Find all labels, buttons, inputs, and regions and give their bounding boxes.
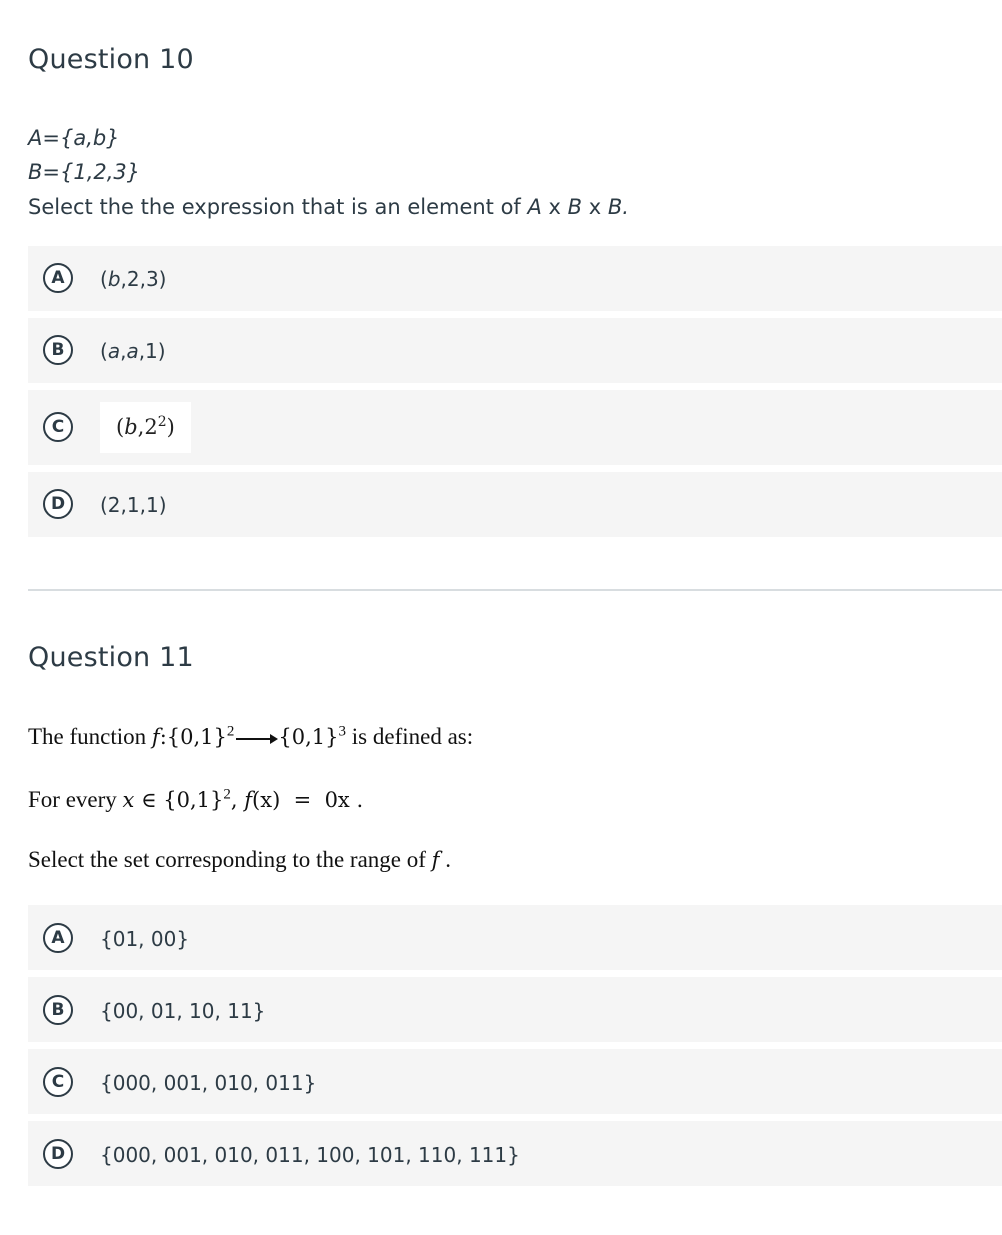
question-11-prompt [28,847,451,873]
option-var: a [126,339,139,363]
option-text: (2,1,1) [100,493,167,517]
codomain-set: {0,1} [278,725,339,749]
option-letter-badge: C [43,412,73,442]
q10-option-d[interactable] [28,472,1002,537]
question-divider [28,589,1002,591]
option-text: {000, 001, 010, 011, 100, 101, 110, 111} [100,1143,520,1167]
option-text: {01, 00} [100,927,190,951]
q11-option-b[interactable] [28,977,1002,1042]
q11-option-a[interactable] [28,905,1002,970]
q10-option-c[interactable] [28,390,1002,465]
arrow-icon [236,738,276,740]
rule-text: For every [28,787,123,812]
rule-comma: , [230,788,245,812]
set-exponent: 2 [223,786,231,803]
prompt-end: . [439,847,451,872]
question-11-rule [28,787,363,813]
option-letter-badge: D [43,1139,73,1169]
option-text: {000, 001, 010, 011} [100,1071,317,1095]
question-11-title: Question 11 [28,642,194,673]
option-letter-badge: D [43,489,73,519]
question-10-title: Question 10 [28,44,194,75]
prompt-set-b: B [567,195,583,219]
option-text: {00, 01, 10, 11} [100,999,266,1023]
prompt-set-a: A [527,195,542,219]
function-argument: (x) [252,788,281,812]
function-symbol: f [244,788,253,812]
prompt-text: Select the the expression that is an element of [28,195,528,219]
option-var: b [124,415,138,439]
option-exponent: 2 [157,414,167,430]
domain-set: :{0,1} [159,725,227,749]
q10-option-b[interactable] [28,318,1002,383]
option-letter-badge: A [43,923,73,953]
option-letter-badge: C [43,1067,73,1097]
option-letter-badge: A [43,263,73,293]
prompt-text: Select the set corresponding to the range of [28,847,432,872]
option-letter-badge: B [43,335,73,365]
question-10-set-a [28,126,120,150]
membership-set: ∈ {0,1} [134,788,224,812]
set-b-definition: B={1,2,3} [28,160,141,184]
domain-exponent: 2 [226,723,235,740]
option-text: (a,a,1) [100,339,166,363]
question-10-set-b [28,160,140,184]
definition-text-end: is defined as: [346,724,474,749]
function-value: = 0x . [280,788,364,812]
variable-x: x [122,788,135,812]
option-var: b [107,267,121,291]
function-symbol: f [431,848,440,872]
prompt-end: . [622,195,629,219]
q10-option-a[interactable] [28,246,1002,311]
q11-option-c[interactable] [28,1049,1002,1114]
question-10-prompt [28,195,629,219]
option-math-expression: $(b,2^2)$ [100,402,191,453]
q11-option-d[interactable] [28,1121,1002,1186]
prompt-set-b-2: B [607,195,623,219]
prompt-times-2: x [582,195,608,219]
set-a-definition: A={a,b} [28,126,120,150]
function-symbol: f [151,725,160,749]
option-letter-badge: B [43,995,73,1025]
option-text: (b,2,3) [100,267,167,291]
codomain-exponent: 3 [338,723,347,740]
prompt-times-1: x [541,195,568,219]
question-11-function-definition [28,724,473,750]
definition-text: The function [28,724,152,749]
option-var: a [107,339,121,363]
